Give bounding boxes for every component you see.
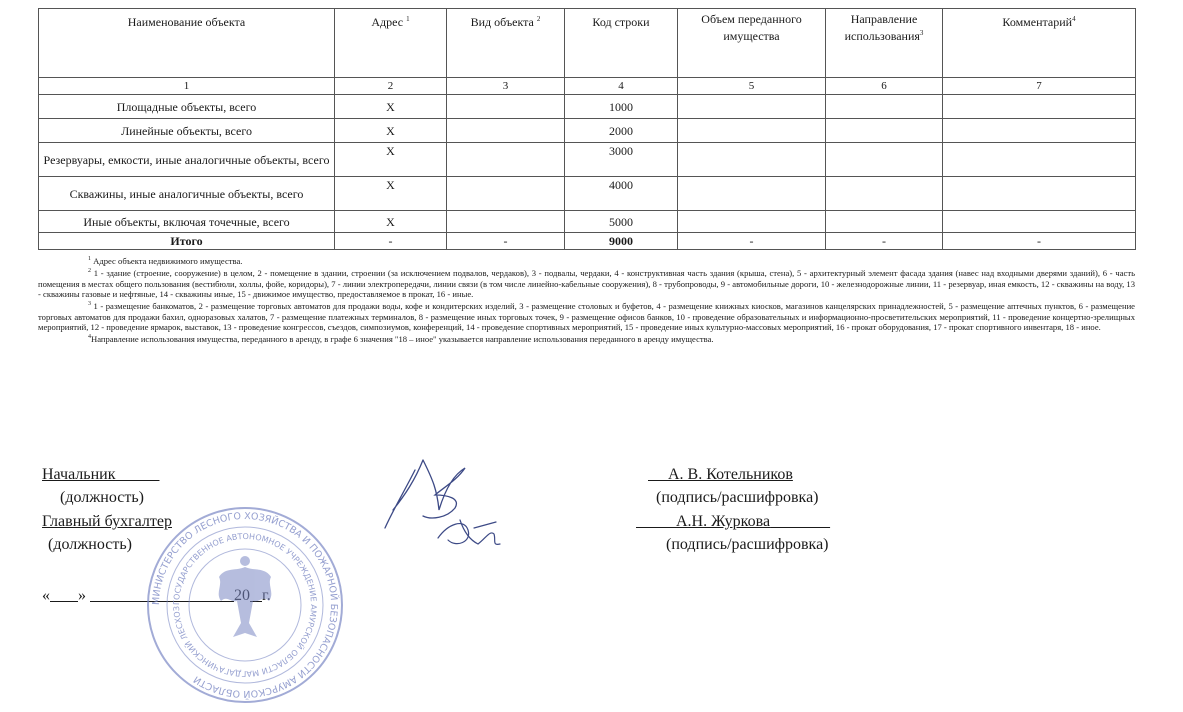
column-number: 1 bbox=[39, 78, 335, 95]
total-volume: - bbox=[678, 233, 826, 250]
header-address: Адрес $^1$ bbox=[335, 9, 447, 78]
row-code: 3000 bbox=[565, 143, 678, 177]
object-direction bbox=[826, 143, 943, 177]
object-volume bbox=[678, 143, 826, 177]
column-number-row bbox=[39, 78, 1136, 95]
header-volume: Объем переданного имущества bbox=[678, 9, 826, 78]
row-code: 4000 bbox=[565, 177, 678, 211]
object-name: Линейные объекты, всего bbox=[39, 119, 335, 143]
column-number: 3 bbox=[447, 78, 565, 95]
object-comment bbox=[943, 95, 1136, 119]
object-direction bbox=[826, 211, 943, 233]
signature-caption: (подпись/расшифровка) bbox=[656, 489, 819, 506]
header-name: Наименование объекта bbox=[39, 9, 335, 78]
position-caption: (должность) bbox=[48, 536, 132, 553]
table-header-row bbox=[39, 9, 1136, 78]
row-code: 1000 bbox=[565, 95, 678, 119]
coat-of-arms-icon bbox=[219, 556, 272, 637]
object-address: X bbox=[335, 95, 447, 119]
object-direction bbox=[826, 119, 943, 143]
total-comment: - bbox=[943, 233, 1136, 250]
object-address: X bbox=[335, 143, 447, 177]
header-row-code: Код строки bbox=[565, 9, 678, 78]
object-volume bbox=[678, 211, 826, 233]
object-comment bbox=[943, 119, 1136, 143]
svg-text:МИНИСТЕРСТВО ЛЕСНОГО ХОЗЯЙСТВА: МИНИСТЕРСТВО ЛЕСНОГО ХОЗЯЙСТВА И ПОЖАРНОЙ БЕЗОПАСНОСТИ АМУРСКОЙ ОБЛАСТИ bbox=[150, 510, 340, 700]
object-address: X bbox=[335, 211, 447, 233]
table-row bbox=[39, 177, 1136, 211]
object-address: X bbox=[335, 177, 447, 211]
object-volume bbox=[678, 177, 826, 211]
total-type: - bbox=[447, 233, 565, 250]
object-comment bbox=[943, 143, 1136, 177]
object-name: Иные объекты, включая точечные, всего bbox=[39, 211, 335, 233]
object-type bbox=[447, 95, 565, 119]
position-caption: (должность) bbox=[60, 489, 144, 506]
chief-name: А. В. Котельников bbox=[668, 466, 793, 483]
total-address: - bbox=[335, 233, 447, 250]
accountant-name: А.Н. Журкова bbox=[676, 513, 771, 530]
date-line: « » bbox=[42, 587, 86, 604]
object-comment bbox=[943, 211, 1136, 233]
column-number: 5 bbox=[678, 78, 826, 95]
object-type bbox=[447, 143, 565, 177]
object-direction bbox=[826, 177, 943, 211]
header-object-type: Вид объекта $^2$ bbox=[447, 9, 565, 78]
column-number: 4 bbox=[565, 78, 678, 95]
accountant-signature bbox=[430, 510, 510, 555]
table-row bbox=[39, 95, 1136, 119]
accountant-title: Главный бухгалтер bbox=[42, 513, 172, 530]
table-row bbox=[39, 119, 1136, 143]
object-address: X bbox=[335, 119, 447, 143]
table-row bbox=[39, 143, 1136, 177]
object-name: Площадные объекты, всего bbox=[39, 95, 335, 119]
footnote: $^2$ 1 - здание (строение, сооружение) в целом, 2 - помещение в здании, строении (за исключением подвалов, чердаков), 3 - подвалы, чердаки, 4 - конструктивная часть здания (крыша, стена), 5 - архитектурный элемент фасада здания (навес над входными дверями зданий), 6 - часть помещения в местах общего пользования (вестибюли, холлы, фойе, коридоры), 7 - линии электропередачи, линии связи (в том числе линейно-кабельные сооружения), 8 - трубопроводы, 9 - автомобильные дороги, 10 - железнодорожные линии, 11 - резервуар, иная емкость, 12 - скважины на воду, 13 - скважины газовые и нефтяные, 14 - скважины иные, 15 - движимое имущество, предоставляемое в прокат, 16 - иные. bbox=[38, 268, 1135, 299]
column-number: 7 bbox=[943, 78, 1136, 95]
total-row bbox=[39, 233, 1136, 250]
object-name: Резервуары, емкости, иные аналогичные объекты, всего bbox=[39, 143, 335, 177]
column-number: 6 bbox=[826, 78, 943, 95]
chief-title: Начальник bbox=[42, 466, 116, 483]
footnote: $^3$ 1 - размещение банкоматов, 2 - размещение торговых автоматов для продажи воды, кофе и кондитерских изделий, 3 - размещение столовых и буфетов, 4 - размещение книжных киосков, магазинов канцелярских принадлежностей, 5 - размещение аптечных пунктов, 6 - размещение торговых автоматов для продажи бахил, одноразовых халатов, 7 - размещение платежных терминалов, 8 - размещение иных торговых точек, 9 - размещение офисов банков, 10 - проведение образовательных и информационно-просветительских мероприятий, 11 - проведение концертно-зрелищных мероприятий, 12 - проведение ярмарок, выставок, 13 - проведение конгрессов, съездов, симпозиумов, конференций, 14 - проведение спортивных мероприятий, 15 - проведение иных культурно-массовых мероприятий, 16 - прокат оборудования, 17 - прокат спортивного инвентаря, 18 - иное. bbox=[38, 301, 1135, 333]
footnotes bbox=[38, 254, 1135, 345]
header-comment: Комментарий$^4$ bbox=[943, 9, 1136, 78]
total-label: Итого bbox=[39, 233, 335, 250]
total-direction: - bbox=[826, 233, 943, 250]
object-volume bbox=[678, 119, 826, 143]
object-type bbox=[447, 119, 565, 143]
property-table bbox=[38, 8, 1136, 250]
object-name: Скважины, иные аналогичные объекты, всего bbox=[39, 177, 335, 211]
header-direction: Направление использования$^3$ bbox=[826, 9, 943, 78]
row-code: 5000 bbox=[565, 211, 678, 233]
signature-caption: (подпись/расшифровка) bbox=[666, 536, 829, 553]
column-number: 2 bbox=[335, 78, 447, 95]
object-comment bbox=[943, 177, 1136, 211]
svg-text:ГОСУДАРСТВЕННОЕ АВТОНОМНОЕ УЧР: ГОСУДАРСТВЕННОЕ АВТОНОМНОЕ УЧРЕЖДЕНИЕ АМУРСКОЙ ОБЛАСТИ МАГДАГАЧИНСКИЙ ЛЕСХОЗ bbox=[171, 531, 319, 679]
object-direction bbox=[826, 95, 943, 119]
object-type bbox=[447, 177, 565, 211]
row-code: 2000 bbox=[565, 119, 678, 143]
footnote: $^1$ Адрес объекта недвижимого имущества. bbox=[88, 255, 243, 266]
footnote: $^4$Направление использования имущества, переданного в аренду, в графе 6 значения "18 – иное" указывается направление использования переданного в аренду имущества. bbox=[88, 334, 714, 345]
table-row bbox=[39, 211, 1136, 233]
total-code: 9000 bbox=[565, 233, 678, 250]
object-type bbox=[447, 211, 565, 233]
object-volume bbox=[678, 95, 826, 119]
official-stamp bbox=[145, 505, 345, 705]
